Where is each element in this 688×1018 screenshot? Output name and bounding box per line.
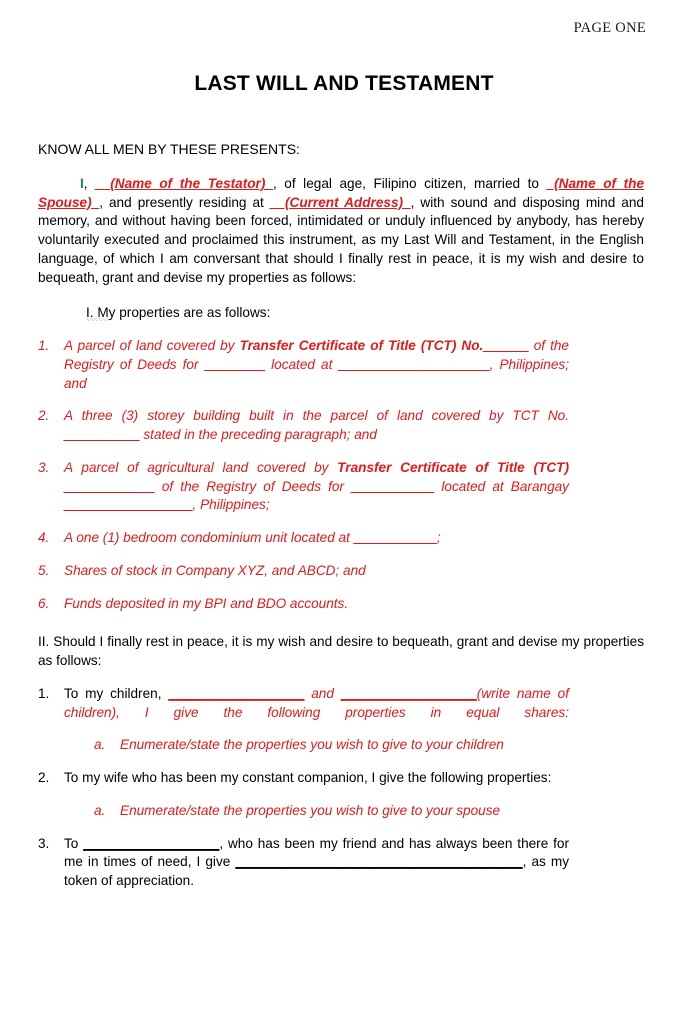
bequest-1-blank-1[interactable]: __________________ — [168, 685, 305, 701]
item-text-3b: Transfer Certificate of Title (TCT) — [337, 459, 569, 475]
item-blank-1c[interactable]: ____________________ — [338, 356, 490, 372]
bequest-3-blank-2[interactable]: ______________________________________ — [235, 854, 523, 870]
bequest-1-red-rest: (write name of children), I give the following properties in equal shares: — [64, 685, 569, 720]
bequest-3-blank-1[interactable]: __________________ — [83, 835, 220, 851]
section-one-heading-squiggle: I. M — [86, 305, 109, 321]
item-text-1e: , Philippines; and — [64, 356, 569, 391]
sub-list-text: Enumerate/state the properties you wish to give to your children — [120, 737, 504, 753]
item-blank-1b[interactable]: ________ — [204, 356, 266, 372]
list-item — [38, 769, 569, 821]
list-marker: 4. — [38, 530, 50, 546]
bequest-list — [38, 685, 569, 891]
item-text-3a: A parcel of agricultural land covered by — [64, 459, 338, 475]
opening-part3: , and presently residing at — [99, 194, 270, 210]
sub-list-item — [94, 802, 569, 821]
item-text-1a: A parcel of land covered by — [64, 338, 240, 354]
item-blank-1a[interactable]: ______ — [483, 338, 529, 354]
bequest-1-black: To my children, — [64, 685, 162, 701]
list-item — [38, 529, 569, 548]
properties-list — [38, 337, 569, 613]
testator-name-placeholder[interactable]: __(Name of the Testator)_ — [95, 175, 273, 191]
list-item — [38, 562, 569, 581]
opening-paragraph — [38, 175, 644, 288]
item-blank-4a[interactable]: ___________ — [353, 530, 437, 546]
opening-after-initial: , — [83, 175, 96, 191]
bequest-2-text: To my wife who has been my constant companion, I give the following properties: — [64, 770, 552, 786]
list-marker: 6. — [38, 595, 50, 611]
item-blank-3a[interactable]: ____________ — [64, 478, 155, 494]
testator-initial: I — [80, 175, 84, 191]
list-marker: 5. — [38, 562, 50, 578]
item-text-3e: , Philippines; — [192, 497, 270, 513]
bequest-1-line — [64, 685, 569, 723]
item-text-1d: located at — [265, 356, 339, 372]
item-text-5a: Shares of stock in Company XYZ, and ABCD; and — [64, 562, 366, 578]
salutation-line: KNOW ALL MEN BY THESE PRESENTS: — [38, 141, 300, 157]
item-text-4a: A one (1) bedroom condominium unit located at — [64, 530, 354, 546]
list-marker: 2. — [38, 408, 50, 424]
current-address-placeholder[interactable]: __(Current Address)_ — [269, 194, 411, 210]
item-text-1b: Transfer Certificate of Title (TCT) No. — [239, 338, 484, 354]
bequest-1-blank-2[interactable]: __________________ — [340, 685, 477, 701]
list-marker: 2. — [38, 770, 50, 786]
sub-list-marker: a. — [94, 737, 106, 753]
opening-part4: , with sound and disposing mind and memory, and without having been forced, intimidated or unduly influenced by anybody, has hereby voluntarily executed and proclaimed this instrument, as my Last Will and Testament, in the English language, of which I am conversant that should I finally rest in peace, it is my wish and desire to bequeath, grant and devise my properties as follows: — [38, 194, 644, 285]
opening-part2: , of legal age, Filipino citizen, married to — [272, 175, 547, 191]
document-title: LAST WILL AND TESTAMENT — [194, 72, 494, 95]
document-body — [38, 140, 644, 891]
item-text-4b: ; — [436, 530, 441, 546]
list-item — [38, 459, 569, 515]
item-blank-3b[interactable]: ___________ — [351, 478, 435, 494]
item-text-6a: Funds deposited in my BPI and BDO accounts. — [64, 595, 349, 611]
bequest-3-part1: To — [64, 835, 84, 851]
item-text-3d: located at Barangay — [434, 478, 569, 494]
list-marker: 3. — [38, 459, 50, 475]
spouse-name-placeholder[interactable]: _(Name of the Spouse)_ — [38, 175, 645, 210]
sub-list-item — [94, 736, 569, 755]
section-one-heading — [86, 304, 644, 323]
item-text-2b: stated in the preceding paragraph; and — [139, 427, 377, 443]
bequest-3-part2: , who has been my friend and has always been there for me in times of need, I give — [64, 835, 569, 870]
section-two-paragraph: II. Should I finally rest in peace, it is my wish and desire to bequeath, grant and devise my properties as follows: — [38, 634, 644, 669]
list-marker: 1. — [38, 685, 50, 701]
list-item — [38, 835, 569, 891]
list-item — [38, 685, 569, 755]
item-blank-2a[interactable]: __________ — [64, 427, 140, 443]
sub-list-text: Enumerate/state the properties you wish to give to your spouse — [120, 802, 501, 818]
list-item — [38, 407, 569, 445]
list-marker: 1. — [38, 338, 50, 354]
list-item — [38, 595, 569, 614]
list-marker: 3. — [38, 835, 50, 851]
section-one-heading-rest: y properties are as follows: — [108, 305, 271, 321]
bequest-1-and: and — [311, 685, 334, 701]
page-number-label: PAGE ONE — [573, 20, 646, 36]
item-blank-3c[interactable]: _________________ — [64, 497, 193, 513]
sub-list-marker: a. — [94, 802, 106, 818]
item-text-2a: A three (3) storey building built in the parcel of land covered by TCT No. — [64, 408, 569, 424]
bequest-3-part3: , as my token of appreciation. — [64, 854, 570, 889]
item-text-1c: of the Registry of Deeds for — [64, 338, 569, 372]
item-text-3c: of the Registry of Deeds for — [154, 478, 352, 494]
list-item — [38, 337, 569, 393]
